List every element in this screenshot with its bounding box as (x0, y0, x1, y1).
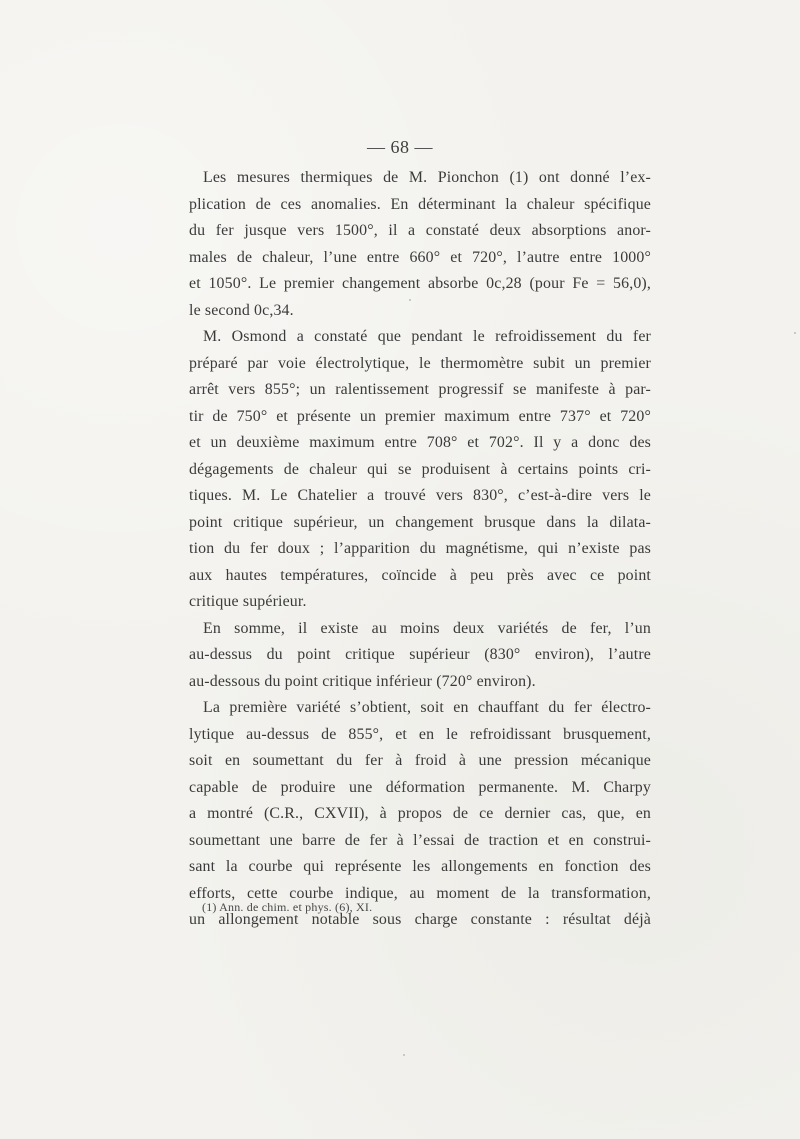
text-line: critique supérieur. (189, 593, 307, 610)
text-line: arrêt vers 855°; un ralentissement progressif se manifeste à par- (189, 381, 651, 398)
text-line: dégagements de chaleur qui se produisent à certains points cri- (189, 460, 651, 478)
text-line: soit en soumettant du fer à froid à une pression mécanique (189, 752, 651, 769)
text-line: et 1050°. Le premier changement absorbe 0c,28 (pour Fe = 56,0), (189, 275, 651, 292)
body-text (189, 165, 651, 934)
text-line: Les mesures thermiques de M. Pionchon (1) ont donné l’ex- (203, 169, 651, 186)
text-line: tiques. M. Le Chatelier a trouvé vers 830°, c’est-à-dire vers le (189, 487, 651, 504)
text-line: point critique supérieur, un changement brusque dans la dilata- (189, 513, 651, 531)
paper-speck (794, 332, 796, 334)
text-line: males de chaleur, l’une entre 660° et 720°, l’autre entre 1000° (189, 248, 651, 266)
text-line: soumettant une barre de fer à l’essai de traction et en construi- (189, 831, 651, 849)
text-line: du fer jusque vers 1500°, il a constaté deux absorptions anor- (189, 222, 651, 239)
text-line: plication de ces anomalies. En déterminant la chaleur spécifique (189, 195, 651, 213)
text-line: le second 0c,34. (189, 301, 294, 319)
text-line: un allongement notable sous charge constante : résultat déjà (189, 911, 651, 928)
text-line: préparé par voie électrolytique, le thermomètre subit un premier (189, 354, 651, 372)
paper-speck (403, 1054, 405, 1056)
text-line: et un deuxième maximum entre 708° et 702°. Il y a donc des (189, 434, 651, 451)
text-line: au-dessous du point critique inférieur (720° environ). (189, 672, 536, 690)
footnote: (1) Ann. de chim. et phys. (6), XI. (202, 900, 373, 914)
text-line: au-dessus du point critique supérieur (830° environ), l’autre (189, 646, 651, 663)
text-line: La première variété s’obtient, soit en chauffant du fer électro- (203, 699, 651, 716)
text-line: sant la courbe qui représente les allongements en fonction des (189, 858, 651, 875)
text-line: a montré (C.R., CXVII), à propos de ce dernier cas, que, en (189, 805, 651, 822)
text-line: En somme, il existe au moins deux variétés de fer, l’un (203, 619, 651, 637)
text-line: efforts, cette courbe indique, au moment de la transformation, (189, 884, 651, 902)
text-line: lytique au-dessus de 855°, et en le refroidissant brusquement, (189, 725, 651, 743)
text-line: tir de 750° et présente un premier maximum entre 737° et 720° (189, 407, 651, 425)
text-line: capable de produire une déformation permanente. M. Charpy (189, 778, 651, 796)
text-line: M. Osmond a constaté que pendant le refroidissement du fer (203, 328, 651, 345)
paper-speck (409, 299, 411, 301)
text-line: tion du fer doux ; l’apparition du magnétisme, qui n’existe pas (189, 540, 651, 557)
text-line: aux hautes températures, coïncide à peu près avec ce point (189, 566, 651, 584)
page-number: — 68 — (367, 137, 433, 157)
